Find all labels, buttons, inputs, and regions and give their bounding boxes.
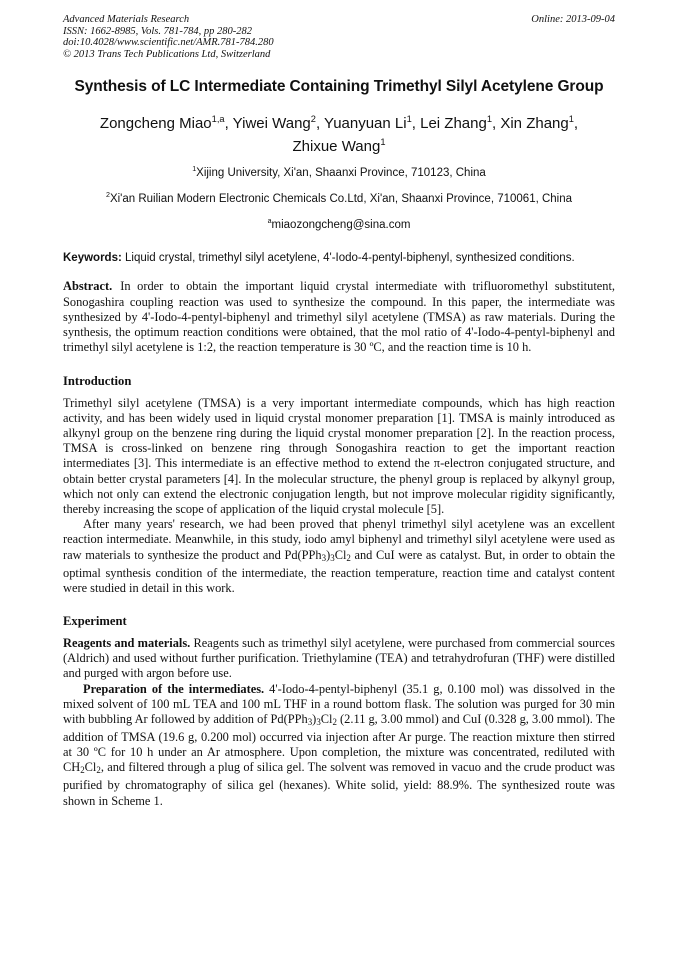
intro-paragraph-1: Trimethyl silyl acetylene (TMSA) is a very important intermediate compounds, which has high reaction activity, and has been widely used in liquid crystal monomer preparation [1]. TMSA is mainly introduced as alkynyl group on the benzene ring during the liquid crystal monomer preparation [2]. In the reaction process, TMSA is cross-linked on benzene ring through Sonogashira reaction to get the important reaction intermediates [3]. This intermediate is an effective method to extend the π-electron conjugated structure, and obtain better crystal parameters [4]. In the molecular structure, the phenyl group is replaced by alkynyl group, which not only can extend the electronic conjugation length, but not improve molecular rigidity significantly, thereby increasing the scope of application of the liquid crystal molecule [5]. bbox=[63, 395, 615, 516]
doi-line: doi:10.4028/www.scientific.net/AMR.781-784.280 bbox=[63, 37, 274, 48]
issn-line: ISSN: 1662-8985, Vols. 781-784, pp 280-282 bbox=[63, 25, 252, 37]
introduction-heading: Introduction bbox=[63, 373, 132, 388]
author: Yuanyuan Li$^1$, bbox=[324, 114, 421, 132]
abstract bbox=[63, 279, 615, 355]
author: Xin Zhang$^1$, bbox=[500, 114, 579, 132]
copyright-line: © 2013 Trans Tech Publications Ltd, Switzerland bbox=[63, 48, 271, 60]
author-email: $^a$miaozongcheng@sina.com bbox=[267, 216, 411, 231]
abstract-label: Abstract. bbox=[63, 279, 113, 294]
author-list bbox=[63, 110, 615, 156]
author: Zongcheng Miao$^{1,a}$, bbox=[99, 114, 233, 132]
online-date: Online: 2013-09-04 bbox=[531, 14, 615, 25]
affiliation-2: $^2$Xi'an Ruilian Modern Electronic Chemicals Co.Ltd, Xi'an, Shaanxi Province, 710061, China bbox=[105, 190, 573, 205]
affiliation-1: $^1$Xijing University, Xi'an, Shaanxi Province, 710123, China bbox=[192, 165, 486, 179]
abstract-text: In order to obtain the important liquid crystal intermediate with trifluoromethyl substitutent, Sonogashira coupling reaction was used to synthesize the compound. In this paper, the intermediate was synthesized by 4'-Iodo-4-pentyl-biphenyl and trimethyl silyl acetylene (TMSA) as raw materials. During the synthesis, the optimum reaction conditions were obtained, that the mol ratio of 4'-Iodo-4-pentyl-biphenyl and trimethyl silyl acetylene is 1:2, the reaction temperature is 30 ºC, and the reaction time is 10 h. bbox=[63, 279, 615, 355]
author: Yiwei Wang$^2$, bbox=[232, 114, 325, 132]
preparation-paragraph: Preparation of the intermediates. 4'-Iodo-4-pentyl-biphenyl (35.1 g, 0.100 mol) was dissolved in the mixed solvent of 100 mL TEA and 100 mL THF in a round bottom flask. The solution was purged for 30 min with bubbling Ar followed by addition of Pd(PPh3)3Cl2 (2.11 g, 3.00 mmol) and CuI (0.328 g, 3.00 mmol). The addition of TMSA (19.6 g, 0.200 mol) occurred via injection after Ar purge. The reaction mixture then stirred at 30 ºC for 10 h under an Ar atmosphere. Upon completion, the mixture was concentrated, rediluted with CH2Cl2, and filtered through a plug of silica gel. The solvent was removed in vacuo and the crude product was purified by chromatography of silica gel (hexanes). White solid, yield: 88.9%. The synthesized route was shown in Scheme 1. bbox=[63, 681, 616, 808]
author: Lei Zhang$^1$, bbox=[420, 114, 501, 132]
preparation-label: Preparation of the intermediates. bbox=[83, 681, 265, 696]
author: Zhixue Wang$^1$ bbox=[292, 137, 386, 155]
reagents-paragraph: Reagents and materials. Reagents such as trimethyl silyl acetylene, were purchased from commercial sources (Aldrich) and used without further purification. Triethylamine (TEA) and tetrahydrofuran (THF) were distilled and purged with argon before use. bbox=[63, 635, 615, 681]
keywords-label: Keywords: bbox=[63, 252, 122, 265]
journal-name: Advanced Materials Research bbox=[63, 14, 190, 25]
experiment-heading: Experiment bbox=[63, 613, 127, 628]
paper-title: Synthesis of LC Intermediate Containing Trimethyl Silyl Acetylene Group bbox=[74, 78, 604, 95]
keywords bbox=[63, 251, 615, 265]
keywords-text: Liquid crystal, trimethyl silyl acetylene, 4'-Iodo-4-pentyl-biphenyl, synthesized conditions. bbox=[125, 252, 575, 265]
reagents-label: Reagents and materials. bbox=[63, 635, 191, 650]
intro-paragraph-2: After many years' research, we had been proved that phenyl trimethyl silyl acetylene was an excellent reaction intermediate. Meanwhile, in this study, iodo amyl biphenyl and trimethyl silyl acetylene were used as raw materials to synthesize the product and Pd(PPh3)3Cl2 and CuI were as catalyst. But, in order to obtain the optimal synthesis condition of the intermediate, the reaction temperature, reaction time and catalyst content were studied in detail in this work. bbox=[63, 517, 615, 595]
journal-header bbox=[63, 14, 615, 60]
